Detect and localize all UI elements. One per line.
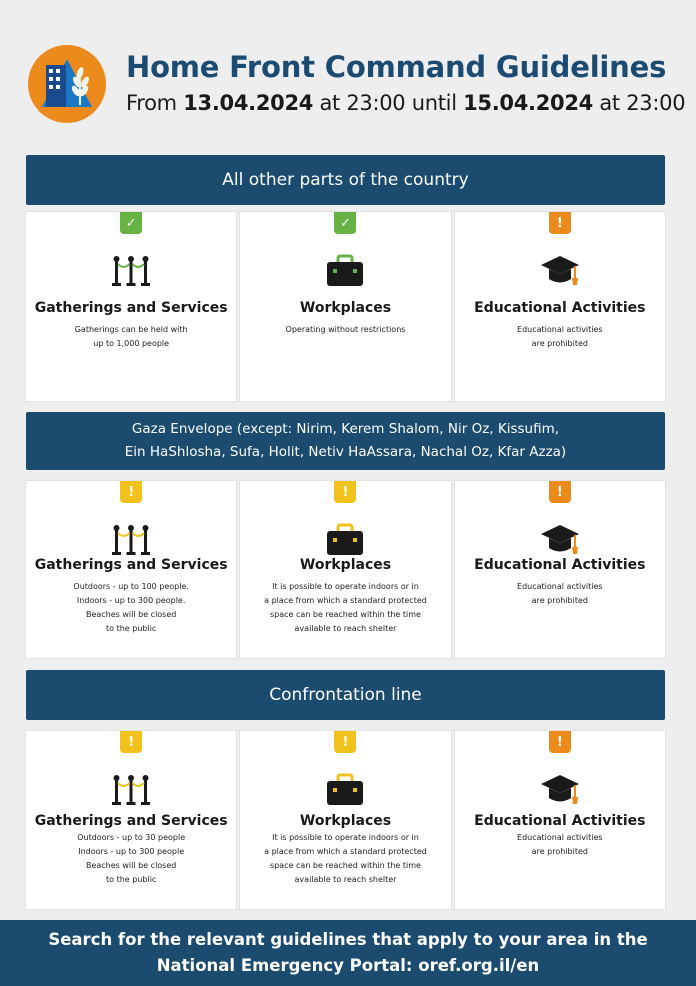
card-title: Educational Activities (474, 557, 646, 573)
card-title: Gatherings and Services (34, 300, 228, 316)
card-title: Workplaces (299, 557, 392, 573)
briefcase-icon (325, 521, 365, 557)
graduation-cap-icon (540, 771, 580, 807)
home-front-command-logo (28, 45, 106, 123)
section-cards-gaza-envelope (26, 481, 665, 658)
stanchion-icon (111, 252, 151, 288)
card-title: Gatherings and Services (34, 557, 228, 573)
card-title: Educational Activities (474, 300, 646, 316)
card-workplaces (240, 731, 450, 909)
card-description: Educational activities are prohibited (517, 833, 603, 856)
card-description: Educational activities are prohibited (517, 582, 603, 605)
stanchion-icon (111, 771, 151, 807)
warning-badge-icon: ! (334, 481, 356, 503)
card-educational (455, 212, 665, 401)
card-title: Gatherings and Services (34, 813, 228, 829)
warning-badge-icon: ! (334, 731, 356, 753)
card-description: Educational activities are prohibited (517, 325, 603, 348)
card-description: It is possible to operate indoors or in a place from which a standard protected space can be reached within the time available to reach shelter (264, 833, 427, 884)
check-badge-icon: ✓ (120, 212, 142, 234)
card-description: It is possible to operate indoors or in a place from which a standard protected space can be reached within the time available to reach shelter (264, 582, 427, 633)
header (0, 0, 696, 140)
card-gatherings (26, 731, 236, 909)
card-title: Workplaces (299, 300, 392, 316)
date-range: From 13.04.2024 at 23:00 until 15.04.2024 at 23:00 (126, 91, 686, 115)
portal-link: National Emergency Portal: oref.org.il/en (156, 956, 540, 975)
section-banner-other-parts: All other parts of the country (26, 155, 665, 205)
warning-badge-icon: ! (549, 481, 571, 503)
card-educational (455, 481, 665, 658)
warning-badge-icon: ! (120, 731, 142, 753)
footer-banner: Search for the relevant guidelines that apply to your area in the National Emergency Portal: oref.org.il/en (0, 920, 696, 986)
stanchion-icon (111, 521, 151, 557)
briefcase-icon (325, 252, 365, 288)
briefcase-icon (325, 771, 365, 807)
section-banner-gaza-envelope: Gaza Envelope (except: Nirim, Kerem Shalom, Nir Oz, Kissufim, Ein HaShlosha, Sufa, Holit, Netiv HaAssara, Nachal Oz, Kfar Azza) (26, 412, 665, 470)
card-gatherings (26, 481, 236, 658)
card-title: Educational Activities (474, 813, 646, 829)
warning-badge-icon: ! (549, 212, 571, 234)
check-badge-icon: ✓ (334, 212, 356, 234)
start-date: 13.04.2024 (183, 91, 314, 115)
section-banner-confrontation-line: Confrontation line (26, 670, 665, 720)
card-gatherings (26, 212, 236, 401)
warning-badge-icon: ! (120, 481, 142, 503)
card-description: Gatherings can be held with up to 1,000 people (74, 325, 188, 348)
card-educational (455, 731, 665, 909)
section-cards-other-parts (26, 212, 665, 401)
card-description: Operating without restrictions (285, 325, 406, 334)
warning-badge-icon: ! (549, 731, 571, 753)
card-workplaces (240, 212, 450, 401)
end-date: 15.04.2024 (463, 91, 593, 115)
card-description: Outdoors - up to 100 people. Indoors - up to 300 people. Beaches will be closed to the public (73, 582, 189, 633)
section-cards-confrontation-line (26, 731, 665, 909)
card-workplaces (240, 481, 450, 658)
card-description: Outdoors - up to 30 people Indoors - up to 300 people Beaches will be closed to the public (77, 833, 186, 884)
graduation-cap-icon (540, 252, 580, 288)
page-title: Home Front Command Guidelines (126, 50, 667, 84)
graduation-cap-icon (540, 521, 580, 557)
card-title: Workplaces (299, 813, 392, 829)
